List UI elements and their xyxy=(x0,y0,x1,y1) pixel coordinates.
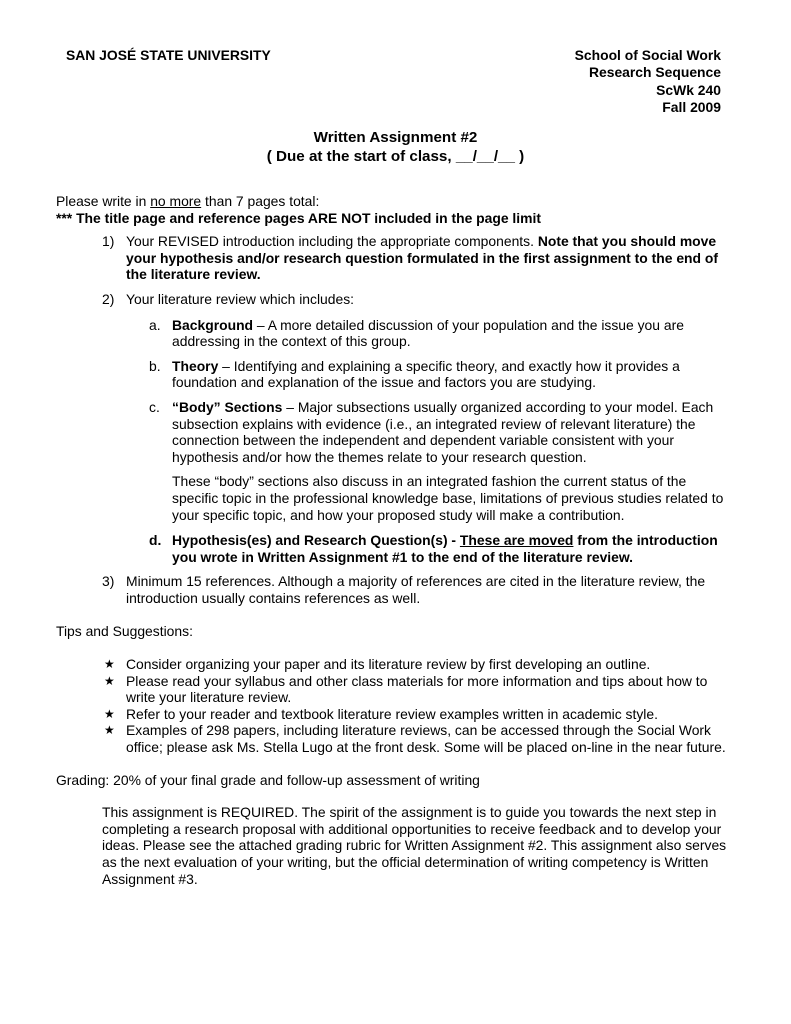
course-code: ScWk 240 xyxy=(656,81,721,98)
body-sections-paragraph: These “body” sections also discuss in an integrated fashion the current status of the specific topic in the professional knowledge base, limitations of previous studies related to your specific topic, and how your proposed study will make a contribution. xyxy=(172,473,724,523)
title-line-1: Written Assignment #2 xyxy=(313,129,478,146)
star-bullet-icon: ★ xyxy=(104,673,115,688)
term: Fall 2009 xyxy=(662,98,721,115)
grading-line: Grading: 20% of your final grade and follow-up assessment of writing xyxy=(56,771,480,788)
sequence-name: Research Sequence xyxy=(588,64,721,81)
list-item-2c: c. “Body” Sections – Major subsections usually organized according to your model. Each subsection explains with evidence (i.e., an integrated review of relevant literature) the connection between the independent and dependent variable consistent with your hypothesis and/or how the themes relate to your research question. xyxy=(149,398,714,465)
list-item-2a: a. Background – A more detailed discussion of your population and the issue you are addressing in the context of this group. xyxy=(149,316,684,350)
star-bullet-icon: ★ xyxy=(104,706,115,721)
list-item-3: 3) Minimum 15 references. Although a majority of references are cited in the literature review, the introduction usually contains references as well. xyxy=(102,573,706,606)
university-name: SAN JOSÉ STATE UNIVERSITY xyxy=(66,47,271,63)
star-bullet-icon: ★ xyxy=(104,657,115,672)
page-limit-line: Please write in no more than 7 pages total: xyxy=(56,193,320,209)
list-item-1: 1) Your REVISED introduction including the appropriate components. Note that you should move your hypothesis and/or research question formulated in the first assignment to the end of the literature review. xyxy=(102,233,718,283)
tip-item: ★ Please read your syllabus and other class materials for more information and tips about how to write your literature review. xyxy=(104,672,708,706)
list-item-2: 2) Your literature review which includes: xyxy=(102,290,355,307)
no-more-underlined: no more xyxy=(150,193,202,209)
star-bullet-icon: ★ xyxy=(104,723,115,738)
title-line-2: ( Due at the start of class, __/__/__ ) xyxy=(266,148,525,165)
list-item-2d: d. Hypothesis(es) and Research Question(s) - These are moved from the introduction you wrote in Written Assignment #1 to the end of the literature review. xyxy=(149,532,718,565)
tip-item: ★ Refer to your reader and textbook literature review examples written in academic style. xyxy=(104,705,658,722)
document-body xyxy=(56,193,736,887)
page-limit-note: *** The title page and reference pages ARE NOT included in the page limit xyxy=(56,209,541,226)
school-name: School of Social Work xyxy=(574,47,721,63)
tip-item: ★ Examples of 298 papers, including literature reviews, can be accessed through the Social Work office; please ask Ms. Stella Lugo at the front desk. Some will be placed on-line in the near future. xyxy=(104,722,726,756)
required-paragraph: This assignment is REQUIRED. The spirit of the assignment is to guide you towards the next step in completing a research proposal with additional opportunities to receive feedback and to develop your ideas. Please see the attached grading rubric for Written Assignment #2. This assignment also serves as the next evaluation of your writing, but the official determination of writing competency is Written Assignment #3. xyxy=(102,804,727,887)
tips-heading: Tips and Suggestions: xyxy=(56,623,193,640)
tips-list xyxy=(56,656,736,756)
course-info xyxy=(575,47,721,116)
list-item-2b: b. Theory – Identifying and explaining a specific theory, and exactly how it provides a foundation and explanation of the issue and factors you are studying. xyxy=(149,357,680,391)
tip-item: ★ Consider organizing your paper and its literature review by first developing an outline. xyxy=(104,656,651,673)
assignment-title xyxy=(0,128,791,166)
